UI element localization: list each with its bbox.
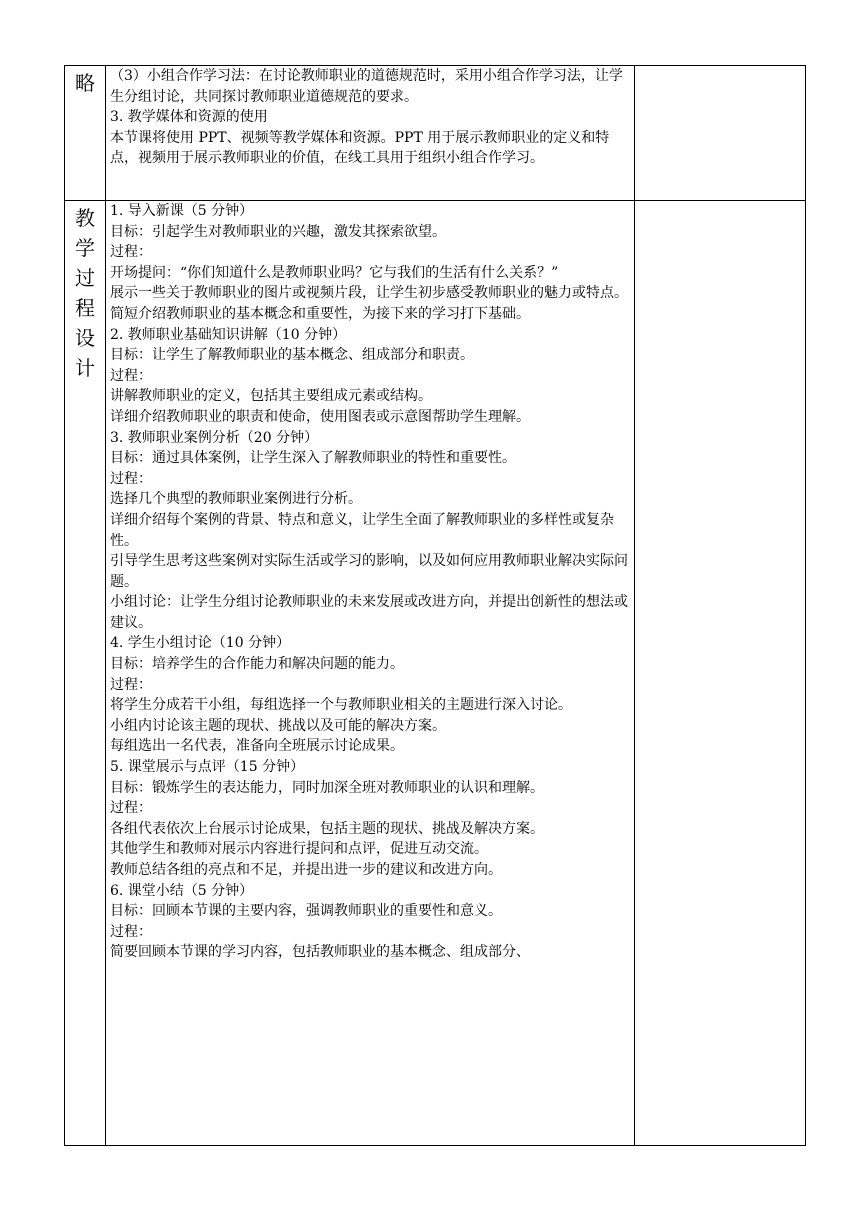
content-line: 过程： bbox=[110, 244, 152, 261]
row-heading-cell bbox=[65, 66, 106, 201]
content-line: 简要回顾本节课的学习内容，包括教师职业的基本概念、组成部分、 bbox=[110, 944, 530, 961]
content-line: 目标：培养学生的合作能力和解决问题的能力。 bbox=[110, 656, 404, 673]
row-content-cell bbox=[106, 66, 635, 201]
content-line: （3）小组合作学习法：在讨论教师职业的道德规范时，采用小组合作学习法，让学生分组讨论，共同探讨教师职业道德规范的要求。 bbox=[110, 68, 623, 105]
content-line: 目标：锻炼学生的表达能力，同时加深全班对教师职业的认识和理解。 bbox=[110, 779, 544, 796]
content-line: 3. 教学媒体和资源的使用 bbox=[110, 109, 268, 126]
content-line: 目标：让学生了解教师职业的基本概念、组成部分和职责。 bbox=[110, 347, 474, 364]
content-line: 教师总结各组的亮点和不足，并提出进一步的建议和改进方向。 bbox=[110, 862, 502, 878]
content-lines bbox=[106, 201, 634, 963]
content-line: 过程： bbox=[110, 923, 152, 940]
lesson-plan-table bbox=[64, 65, 806, 1146]
content-line: 目标：引起学生对教师职业的兴趣，激发其探索欲望。 bbox=[110, 223, 446, 240]
content-line: 详细介绍每个案例的背景、特点和意义，让学生全面了解教师职业的多样性或复杂性。 bbox=[110, 511, 614, 549]
row-heading: 略 bbox=[75, 71, 95, 95]
content-line: 其他学生和教师对展示内容进行提问和点评，促进互动交流。 bbox=[110, 841, 488, 858]
content-line: 开场提问：“你们知道什么是教师职业吗？它与我们的生活有什么关系？” bbox=[110, 264, 559, 281]
content-line: 本节课将使用 PPT、视频等教学媒体和资源。PPT 用于展示教师职业的定义和特点，视频用于展示教师职业的价值，在线工具用于组织小组合作学习。 bbox=[110, 129, 610, 167]
content-line: 过程： bbox=[110, 800, 152, 817]
content-line: 3. 教师职业案例分析（20 分钟） bbox=[110, 429, 319, 446]
row-content-cell bbox=[106, 201, 635, 1146]
content-line: 各组代表依次上台展示讨论成果，包括主题的现状、挑战及解决方案。 bbox=[110, 820, 544, 837]
table-row bbox=[65, 201, 806, 1146]
content-line: 目标：回顾本节课的主要内容，强调教师职业的重要性和意义。 bbox=[110, 903, 502, 920]
content-line: 小组讨论：让学生分组讨论教师职业的未来发展或改进方向，并提出创新性的想法或建议。 bbox=[110, 594, 628, 631]
row-heading-cell bbox=[65, 201, 106, 1146]
content-line: 1. 导入新课（5 分钟） bbox=[110, 203, 254, 219]
content-line: 引导学生思考这些案例对实际生活或学习的影响，以及如何应用教师职业解决实际问题。 bbox=[110, 553, 628, 590]
content-line: 过程： bbox=[110, 676, 152, 693]
content-line: 每组选出一名代表，准备向全班展示讨论成果。 bbox=[110, 738, 404, 755]
content-line: 展示一些关于教师职业的图片或视频片段，让学生初步感受教师职业的魅力或特点。 bbox=[110, 285, 628, 302]
content-line: 4. 学生小组讨论（10 分钟） bbox=[110, 635, 291, 652]
content-line: 目标：通过具体案例，让学生深入了解教师职业的特性和重要性。 bbox=[110, 450, 516, 467]
content-line: 5. 课堂展示与点评（15 分钟） bbox=[110, 759, 305, 776]
content-line: 将学生分成若干小组，每组选择一个与教师职业相关的主题进行深入讨论。 bbox=[110, 697, 572, 714]
content-line: 小组内讨论该主题的现状、挑战以及可能的解决方案。 bbox=[110, 717, 446, 734]
content-line: 2. 教师职业基础知识讲解（10 分钟） bbox=[110, 326, 347, 343]
content-line: 详细介绍教师职业的职责和使命，使用图表或示意图帮助学生理解。 bbox=[110, 408, 530, 425]
content-line: 过程： bbox=[110, 470, 152, 487]
row-heading: 教 学 过 程 设 计 bbox=[75, 206, 95, 380]
row-note-cell bbox=[635, 66, 806, 201]
content-line: 讲解教师职业的定义，包括其主要组成元素或结构。 bbox=[110, 388, 432, 405]
row-note-cell bbox=[635, 201, 806, 1146]
content-line: 过程： bbox=[110, 367, 152, 384]
content-lines bbox=[106, 66, 634, 169]
table-row bbox=[65, 66, 806, 201]
content-line: 选择几个典型的教师职业案例进行分析。 bbox=[110, 491, 362, 508]
content-line: 简短介绍教师职业的基本概念和重要性，为接下来的学习打下基础。 bbox=[110, 305, 530, 322]
content-line: 6. 课堂小结（5 分钟） bbox=[110, 882, 254, 899]
